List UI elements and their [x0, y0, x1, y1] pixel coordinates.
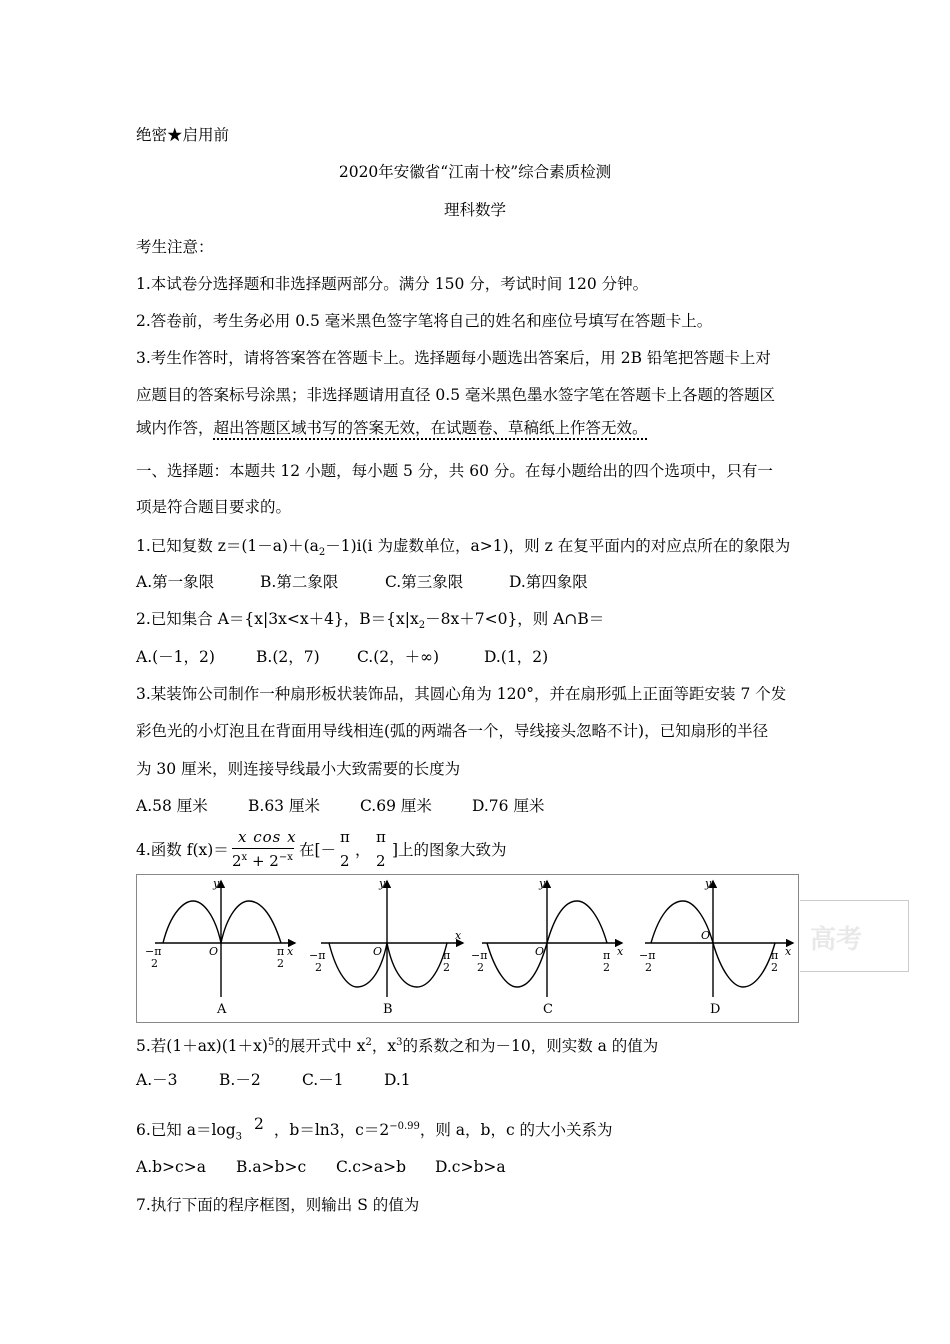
q5-e3: 3: [396, 1037, 403, 1048]
q2-option-c: C.(2，＋∞): [357, 648, 440, 666]
q1-options: [136, 572, 588, 592]
q6-exp: −0.99: [389, 1121, 420, 1132]
q2-option-b: B.(2，7): [256, 648, 320, 666]
q6-options: [136, 1157, 506, 1177]
q3-option-c: C.69 厘米: [360, 797, 432, 815]
q4-prefix: 4.函数 f(x)＝: [136, 841, 229, 859]
q5-e2: 2: [365, 1037, 372, 1048]
graph-b-two: 2: [443, 961, 450, 974]
graph-d-y-label: y: [705, 877, 712, 890]
q3-line-2: 彩色光的小灯泡且在背面用导线相连(弧的两端各一个，导线接头忽略不计)，已知扇形的半径: [136, 722, 769, 740]
q4-graphs-svg: [137, 875, 798, 1022]
graph-b-pi: π: [443, 949, 451, 962]
q6-b: ，b＝ln3，c＝2: [273, 1121, 390, 1140]
q1-stem: [136, 536, 790, 563]
graph-c-x-label: x: [617, 945, 624, 958]
q4-interval-open: 在[－: [299, 841, 337, 859]
q4-den-b: + 2: [247, 852, 279, 870]
q3-line-1: 3.某装饰公司制作一种扇形板状装饰品，其圆心角为 120°，并在扇形弧上正面等距安装 7 个发: [136, 685, 787, 703]
q1-option-b: B.第二象限: [260, 573, 339, 591]
graph-a-pi: π: [277, 945, 285, 958]
q2-stem-b: －8x＋7<0}，则 A∩B＝: [425, 610, 605, 628]
q4-comma: ，: [355, 841, 371, 859]
graph-d-label: D: [710, 1002, 721, 1017]
graph-b-neg-pi: −π: [309, 949, 326, 962]
q4-graph-figure: [136, 874, 799, 1023]
notice-2: 2.答卷前，考生务必用 0.5 毫米黑色签字笔将自己的姓名和座位号填写在答题卡上。: [136, 312, 713, 330]
notice-3-line-3: [136, 418, 648, 438]
q5-options: [136, 1070, 411, 1090]
q2-stem-a: 2.已知集合 A＝{x|3x<x＋4}，B＝{x|x: [136, 610, 419, 628]
q1-option-a: A.第一象限: [136, 573, 215, 591]
q2-option-d: D.(1，2): [484, 648, 549, 666]
q1-stem-a: 1.已知复数 z＝(1－a)＋(a: [136, 537, 319, 555]
q4-two-2: 2: [376, 852, 386, 870]
q6-a: 6.已知 a＝log: [136, 1121, 236, 1140]
q5-d: 的系数之和为－10，则实数 a 的值为: [402, 1037, 659, 1056]
q5-e1: 5: [267, 1037, 275, 1048]
notice-heading: 考生注意：: [136, 238, 214, 256]
q3-option-d: D.76 厘米: [472, 797, 545, 815]
graph-a-origin: O: [209, 945, 219, 958]
secret-mark: 绝密★启用前: [136, 126, 230, 144]
q4-numerator: x cos x: [238, 828, 297, 846]
exam-subject: 理科数学: [443, 201, 506, 219]
q5-c: ，x: [371, 1037, 397, 1056]
graph-b-x-label: x: [455, 929, 462, 942]
graph-a-x-label: x: [287, 945, 294, 958]
notice-3-line-2: 应题目的答案标号涂黑；非选择题请用直径 0.5 毫米黑色墨水签字笔在答题卡上各题的答题区: [136, 386, 776, 404]
q6-option-a: A.b>c>a: [136, 1158, 206, 1176]
q5-a: 5.若(1＋ax)(1＋x): [136, 1037, 268, 1056]
graph-d-two: 2: [771, 961, 778, 974]
q3-option-b: B.63 厘米: [248, 797, 320, 815]
graph-a-y-label: y: [213, 877, 220, 890]
q2-options: [136, 647, 548, 667]
graph-d-origin: O: [701, 929, 711, 942]
q4-fraction-bar: [232, 848, 294, 849]
graph-c-origin: O: [535, 945, 545, 958]
q2-stem: [136, 609, 604, 636]
q5-b: 的展开式中 x: [274, 1037, 366, 1056]
graph-b-neg-two: 2: [315, 961, 322, 974]
graph-b-origin: O: [373, 945, 383, 958]
q4-pi-1: π: [340, 828, 350, 846]
q5-option-d: D.1: [384, 1071, 411, 1089]
graph-c-neg-pi: −π: [471, 949, 488, 962]
q6-option-d: D.c>b>a: [435, 1158, 506, 1176]
q6-option-c: C.c>a>b: [336, 1158, 407, 1176]
q2-exp: 2: [418, 620, 426, 632]
graph-d-x-label: x: [785, 945, 792, 958]
q6-two: 2: [254, 1115, 264, 1134]
graph-c-pi: π: [603, 949, 611, 962]
q5-option-b: B.－2: [219, 1071, 261, 1089]
notice-3-plain: 域内作答，: [136, 419, 214, 437]
q6-c: ，则 a，b，c 的大小关系为: [419, 1121, 613, 1140]
section-1-line-1: 一、选择题：本题共 12 小题，每小题 5 分，共 60 分。在每小题给出的四个选项中，只有一: [136, 462, 773, 480]
q3-line-3: 为 30 厘米，则连接导线最小大致需要的长度为: [136, 760, 461, 778]
q6-sub: 3: [235, 1131, 243, 1143]
q4-pi-2: π: [376, 828, 386, 846]
notice-1: 1.本试卷分选择题和非选择题两部分。满分 150 分，考试时间 120 分钟。: [136, 275, 649, 293]
graph-d-neg-pi: −π: [639, 949, 656, 962]
q5-option-a: A.－3: [136, 1071, 178, 1089]
graph-c: [482, 881, 622, 997]
graph-c-two: 2: [603, 961, 610, 974]
graph-d: [645, 881, 793, 997]
q4-denominator: [232, 852, 293, 870]
q4-den-exp2: −x: [278, 852, 293, 863]
q6-option-b: B.a>b>c: [236, 1158, 307, 1176]
q2-option-a: A.(－1，2): [136, 648, 215, 666]
graph-c-neg-two: 2: [477, 961, 484, 974]
q6-stem: [136, 1117, 613, 1147]
q4-den-exp1: x: [241, 852, 248, 863]
graph-b-label: B: [383, 1002, 393, 1017]
q3-options: [136, 796, 544, 816]
graph-a-neg-pi: −π: [145, 945, 162, 958]
q4-two-1: 2: [340, 852, 350, 870]
q1-stem-b: －1)i(i 为虚数单位，a>1)，则 z 在复平面内的对应点所在的象限为: [325, 537, 791, 555]
exam-title: 2020年安徽省“江南十校”综合素质检测: [338, 163, 612, 181]
graph-a-two: 2: [277, 957, 284, 970]
q5-option-c: C.－1: [302, 1071, 344, 1089]
graph-a: [155, 881, 295, 997]
section-1-line-2: 项是符合题目要求的。: [136, 498, 292, 516]
watermark-stamp: [800, 900, 909, 972]
graph-a-neg-two: 2: [151, 957, 158, 970]
q1-option-d: D.第四象限: [509, 573, 588, 591]
graph-a-label: A: [217, 1002, 227, 1017]
q1-exp: 2: [318, 547, 326, 559]
q3-option-a: A.58 厘米: [136, 797, 208, 815]
q1-option-c: C.第三象限: [385, 573, 464, 591]
watermark-text: 高考: [810, 925, 863, 955]
q7-stem: 7.执行下面的程序框图，则输出 S 的值为: [136, 1196, 420, 1214]
q5-stem: [136, 1033, 658, 1056]
graph-c-y-label: y: [539, 877, 546, 890]
graph-d-neg-two: 2: [645, 961, 652, 974]
graph-c-label: C: [543, 1002, 553, 1017]
notice-3-line-1: 3.考生作答时，请将答案答在答题卡上。选择题每小题选出答案后，用 2B 铅笔把答题卡上对: [136, 349, 771, 367]
graph-b-y-label: y: [379, 877, 386, 890]
q4-suffix: ]上的图象大致为: [392, 841, 507, 859]
notice-3-emphasis: 超出答题区域书写的答案无效，在试题卷、草稿纸上作答无效。: [213, 419, 648, 437]
graph-d-pi: π: [771, 949, 779, 962]
graph-b: [321, 881, 463, 997]
q4-den-a: 2: [232, 852, 242, 870]
